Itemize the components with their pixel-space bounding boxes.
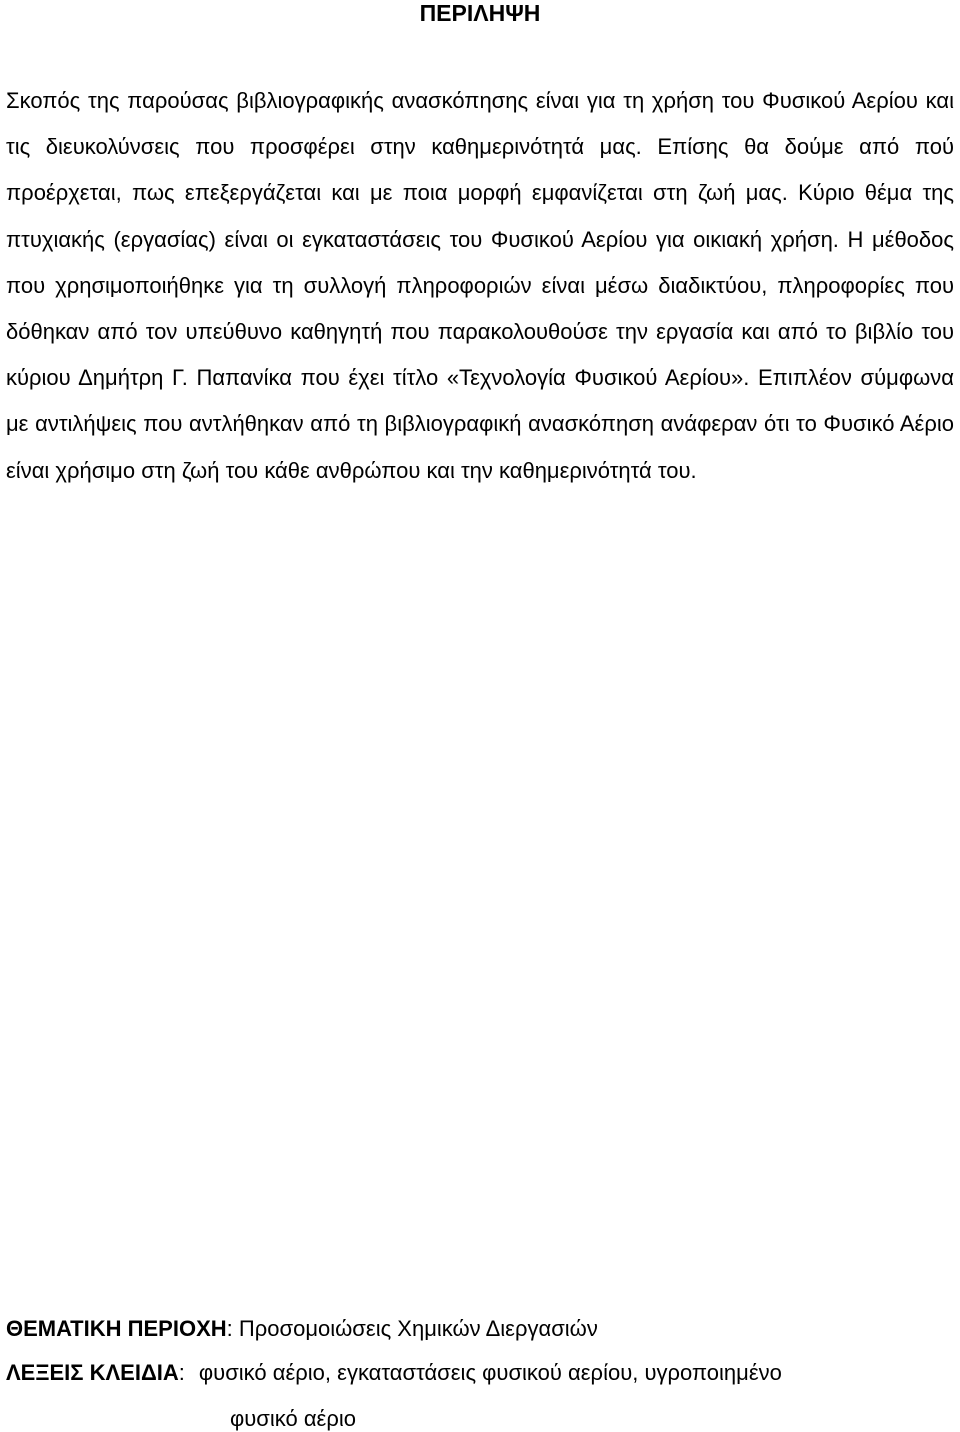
keywords-continuation: φυσικό αέριο [230,1406,357,1431]
keywords: ΛΕΞΕΙΣ ΚΛΕΙΔΙΑ: φυσικό αέριο, εγκαταστάσεις φυσικού αερίου, υγροποιημένο [6,1360,782,1385]
thematic-area-value: Προσομοιώσεις Χημικών Διεργασιών [238,1316,598,1341]
keywords-value: φυσικό αέριο, εγκαταστάσεις φυσικού αερίου, υγροποιημένο [198,1360,782,1385]
abstract-paragraph: Σκοπός της παρούσας βιβλιογραφικής ανασκόπησης είναι για τη χρήση του Φυσικού Αερίου και τις διευκολύνσεις που προσφέρει στην καθημερινότητά μας. Επίσης θα δούμε από πού προέρχεται, πως επεξεργάζεται και με ποια μορφή εμφανίζεται στη ζωή μας. Κύριο θέμα της πτυχιακής (εργασίας) είναι οι εγκαταστάσεις του Φυσικού Αερίου για οικιακή χρήση. Η μέθοδος που χρησιμοποιήθηκε για τη συλλογή πληροφοριών είναι μέσω διαδικτύου, πληροφορίες που δόθηκαν από τον υπεύθυνο καθηγητή που παρακολουθούσε την εργασία και από το βιβλίο του κύριου Δημήτρη Γ. Παπανίκα που έχει τίτλο «Τεχνολογία Φυσικού Αερίου». Επιπλέον σύμφωνα με αντιλήψεις που αντλήθηκαν από τη βιβλιογραφική ανασκόπηση ανάφεραν ότι το Φυσικό Αέριο είναι χρήσιμο στη ζωή του κάθε ανθρώπου και την καθημερινότητά του. [6,88,954,483]
page-title: ΠΕΡΙΛΗΨΗ [419,0,541,26]
thematic-area-label: ΘΕΜΑΤΙΚΗ ΠΕΡΙΟΧΗ [6,1316,227,1341]
thematic-area: ΘΕΜΑΤΙΚΗ ΠΕΡΙΟΧΗ: Προσομοιώσεις Χημικών Διεργασιών [6,1316,598,1341]
keywords-label: ΛΕΞΕΙΣ ΚΛΕΙΔΙΑ [6,1360,179,1385]
